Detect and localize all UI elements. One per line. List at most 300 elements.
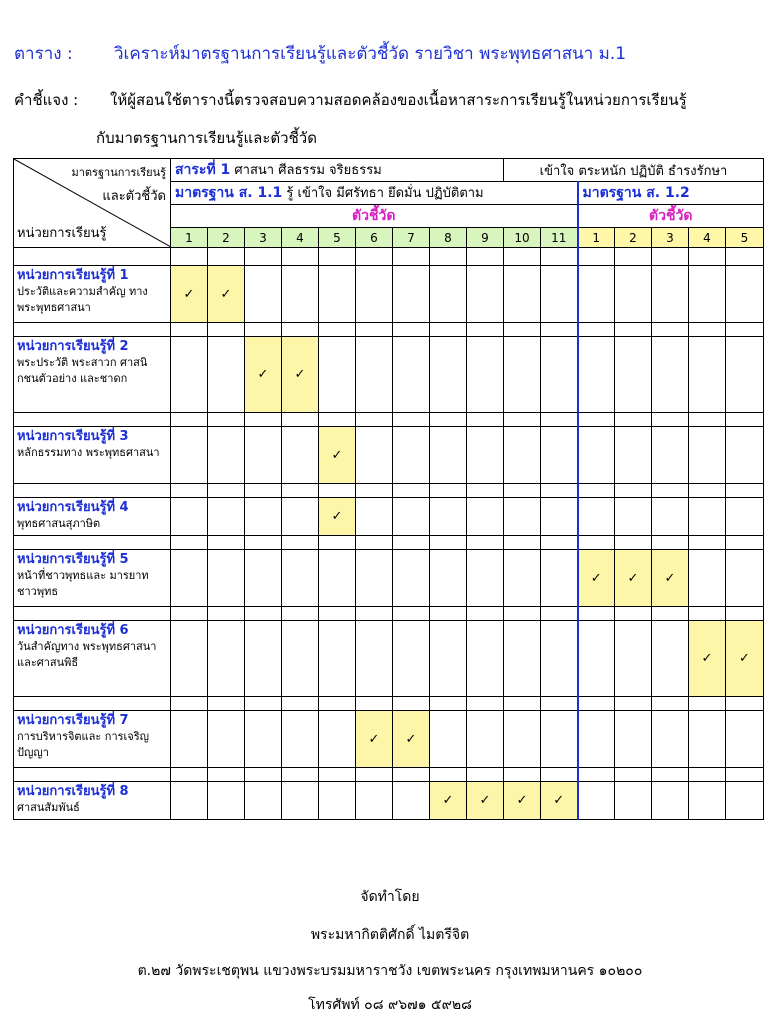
empty-cell — [467, 337, 504, 413]
unit-cell-2 — [14, 337, 171, 413]
empty-cell — [578, 621, 615, 697]
spacer-cell — [430, 536, 467, 550]
spacer-cell — [14, 697, 171, 711]
indicator-number-1-3: 3 — [245, 228, 282, 248]
indicator-label-2: ตัวชี้วัด — [578, 205, 764, 228]
spacer-cell — [541, 768, 578, 782]
spacer-cell — [504, 697, 541, 711]
spacer-cell — [356, 484, 393, 498]
empty-cell — [245, 427, 282, 484]
spacer-cell — [208, 697, 245, 711]
indicator-number-1-1: 1 — [171, 228, 208, 248]
empty-cell — [689, 550, 726, 607]
empty-cell — [171, 711, 208, 768]
spacer-cell — [726, 484, 764, 498]
check-mark-cell: ✓ — [430, 782, 467, 820]
instruction-label: คำชี้แจง : — [14, 91, 79, 109]
empty-cell — [245, 782, 282, 820]
indicator-number-1-2: 2 — [208, 228, 245, 248]
spacer-cell — [689, 323, 726, 337]
empty-cell — [208, 427, 245, 484]
indicator-number-2-5: 5 — [726, 228, 764, 248]
empty-cell — [430, 550, 467, 607]
empty-cell — [541, 498, 578, 536]
spacer-cell — [171, 413, 208, 427]
instruction — [14, 88, 687, 112]
empty-cell — [689, 782, 726, 820]
spacer-cell — [504, 768, 541, 782]
instruction-text: ให้ผู้สอนใช้ตารางนี้ตรวจสอบความสอดคล้องของเนื้อหาสาระการเรียนรู้ในหน่วยการเรียนรู้ — [110, 91, 687, 109]
empty-cell — [282, 427, 319, 484]
indicator-number-1-6: 6 — [356, 228, 393, 248]
indicator-label-1: ตัวชี้วัด — [171, 205, 578, 228]
spacer-cell — [430, 697, 467, 711]
spacer-cell — [541, 607, 578, 621]
empty-cell — [504, 621, 541, 697]
empty-cell — [615, 337, 652, 413]
unit-title: หน่วยการเรียนรู้ที่ 8 — [17, 784, 129, 799]
footer-prepared-by: จัดทำโดย — [360, 889, 420, 905]
indicator-number-1-8: 8 — [430, 228, 467, 248]
check-mark-cell: ✓ — [467, 782, 504, 820]
spacer-cell — [430, 413, 467, 427]
spacer-cell — [726, 697, 764, 711]
spacer-cell — [504, 607, 541, 621]
empty-cell — [615, 427, 652, 484]
strand-text: ศาสนา ศีลธรรม จริยธรรม — [230, 163, 382, 178]
spacer-cell — [467, 607, 504, 621]
empty-cell — [245, 498, 282, 536]
empty-cell — [578, 782, 615, 820]
indicator-number-2-2: 2 — [615, 228, 652, 248]
spacer-cell — [504, 248, 541, 266]
empty-cell — [393, 266, 430, 323]
empty-cell — [615, 621, 652, 697]
unit-title: หน่วยการเรียนรู้ที่ 5 — [17, 552, 129, 567]
spacer-cell — [541, 697, 578, 711]
spacer-cell — [356, 607, 393, 621]
indicator-number-1-4: 4 — [282, 228, 319, 248]
strand-header — [171, 159, 504, 182]
empty-cell — [430, 621, 467, 697]
check-mark-cell: ✓ — [245, 337, 282, 413]
spacer-cell — [615, 413, 652, 427]
empty-cell — [726, 266, 764, 323]
check-mark-cell: ✓ — [652, 550, 689, 607]
unit-description: วันสำคัญทาง พระพุทธศาสนา และศาสนพิธี — [17, 640, 157, 669]
empty-cell — [171, 337, 208, 413]
unit-cell-6 — [14, 621, 171, 697]
spacer-cell — [578, 484, 615, 498]
check-mark-cell: ✓ — [319, 427, 356, 484]
spacer-cell — [282, 697, 319, 711]
unit-cell-8 — [14, 782, 171, 820]
spacer-cell — [14, 413, 171, 427]
empty-cell — [504, 711, 541, 768]
empty-cell — [245, 621, 282, 697]
empty-cell — [430, 337, 467, 413]
empty-cell — [467, 427, 504, 484]
empty-cell — [726, 498, 764, 536]
spacer-cell — [245, 768, 282, 782]
empty-cell — [578, 711, 615, 768]
unit-cell-5 — [14, 550, 171, 607]
empty-cell — [393, 337, 430, 413]
spacer-cell — [689, 697, 726, 711]
spacer-cell — [652, 697, 689, 711]
spacer-cell — [689, 484, 726, 498]
empty-cell — [319, 266, 356, 323]
spacer-cell — [171, 248, 208, 266]
empty-cell — [282, 498, 319, 536]
empty-cell — [541, 711, 578, 768]
spacer-cell — [356, 768, 393, 782]
empty-cell — [171, 427, 208, 484]
spacer-cell — [467, 323, 504, 337]
spacer-cell — [393, 484, 430, 498]
unit-description: พระประวัติ พระสาวก ศาสนิกชนตัวอย่าง และชาดก — [17, 356, 148, 385]
standard-1-text: รู้ เข้าใจ มีศรัทธา ยึดมั่น ปฏิบัติตาม — [282, 186, 484, 201]
spacer-cell — [467, 697, 504, 711]
check-mark-cell: ✓ — [726, 621, 764, 697]
corner-label-unit: หน่วยการเรียนรู้ — [17, 226, 107, 241]
spacer-cell — [504, 413, 541, 427]
spacer-cell — [578, 697, 615, 711]
indicator-number-2-3: 3 — [652, 228, 689, 248]
spacer-cell — [171, 768, 208, 782]
empty-cell — [578, 427, 615, 484]
empty-cell — [430, 711, 467, 768]
indicator-number-2-1: 1 — [578, 228, 615, 248]
empty-cell — [393, 498, 430, 536]
spacer-cell — [319, 768, 356, 782]
spacer-cell — [171, 536, 208, 550]
empty-cell — [467, 266, 504, 323]
spacer-cell — [245, 697, 282, 711]
spacer-cell — [245, 323, 282, 337]
spacer-cell — [652, 536, 689, 550]
corner-header-cell — [14, 159, 171, 248]
spacer-cell — [208, 248, 245, 266]
spacer-cell — [578, 536, 615, 550]
unit-title: หน่วยการเรียนรู้ที่ 1 — [17, 268, 129, 283]
empty-cell — [615, 782, 652, 820]
spacer-cell — [504, 323, 541, 337]
empty-cell — [208, 711, 245, 768]
spacer-cell — [171, 323, 208, 337]
empty-cell — [356, 621, 393, 697]
unit-description: หลักธรรมทาง พระพุทธศาสนา — [17, 446, 160, 459]
spacer-cell — [652, 413, 689, 427]
empty-cell — [615, 711, 652, 768]
empty-cell — [504, 337, 541, 413]
spacer-cell — [282, 248, 319, 266]
empty-cell — [578, 498, 615, 536]
spacer-cell — [282, 536, 319, 550]
indicator-number-1-7: 7 — [393, 228, 430, 248]
empty-cell — [245, 550, 282, 607]
spacer-cell — [245, 484, 282, 498]
check-mark-cell: ✓ — [504, 782, 541, 820]
empty-cell — [430, 266, 467, 323]
corner-label-standard: มาตรฐานการเรียนรู้ — [71, 166, 166, 179]
spacer-cell — [245, 413, 282, 427]
spacer-cell — [578, 413, 615, 427]
empty-cell — [726, 427, 764, 484]
empty-cell — [171, 498, 208, 536]
spacer-cell — [578, 323, 615, 337]
unit-title: หน่วยการเรียนรู้ที่ 7 — [17, 713, 129, 728]
spacer-cell — [282, 484, 319, 498]
spacer-cell — [282, 607, 319, 621]
spacer-cell — [541, 323, 578, 337]
empty-cell — [319, 711, 356, 768]
footer-author: พระมหากิตติศักดิ์ ไมตรีจิต — [310, 927, 470, 943]
spacer-cell — [467, 248, 504, 266]
spacer-cell — [726, 768, 764, 782]
spacer-cell — [504, 536, 541, 550]
strand-title: สาระที่ 1 — [175, 162, 231, 178]
empty-cell — [245, 711, 282, 768]
empty-cell — [541, 550, 578, 607]
empty-cell — [652, 427, 689, 484]
spacer-cell — [356, 413, 393, 427]
spacer-cell — [541, 536, 578, 550]
spacer-cell — [393, 607, 430, 621]
spacer-cell — [689, 413, 726, 427]
empty-cell — [171, 550, 208, 607]
unit-cell-1 — [14, 266, 171, 323]
spacer-cell — [356, 248, 393, 266]
spacer-cell — [467, 768, 504, 782]
empty-cell — [430, 498, 467, 536]
spacer-cell — [245, 536, 282, 550]
standard-1-header — [171, 182, 578, 205]
spacer-cell — [430, 768, 467, 782]
empty-cell — [504, 266, 541, 323]
unit-description: ประวัติและความสำคัญ ทางพระพุทธศาสนา — [17, 285, 148, 314]
spacer-cell — [689, 607, 726, 621]
empty-cell — [282, 266, 319, 323]
spacer-cell — [208, 323, 245, 337]
check-mark-cell: ✓ — [689, 621, 726, 697]
empty-cell — [504, 498, 541, 536]
spacer-cell — [430, 248, 467, 266]
spacer-cell — [430, 607, 467, 621]
unit-description: หน้าที่ชาวพุทธและ มารยาทชาวพุทธ — [17, 569, 149, 598]
spacer-cell — [171, 607, 208, 621]
indicator-number-1-11: 11 — [541, 228, 578, 248]
spacer-cell — [541, 484, 578, 498]
spacer-cell — [319, 413, 356, 427]
spacer-cell — [689, 768, 726, 782]
standard-1-title: มาตรฐาน ส. 1.1 — [175, 185, 283, 201]
spacer-cell — [652, 484, 689, 498]
indicator-number-1-9: 9 — [467, 228, 504, 248]
spacer-cell — [319, 536, 356, 550]
corner-label-indicator: และตัวชี้วัด — [102, 189, 166, 204]
spacer-cell — [615, 536, 652, 550]
empty-cell — [356, 427, 393, 484]
footer-address: ต.๒๗ วัดพระเชตุพน แขวงพระบรมมหาราชวัง เขตพระนคร กรุงเทพมหานคร ๑๐๒๐๐ — [137, 963, 643, 979]
unit-cell-3 — [14, 427, 171, 484]
empty-cell — [726, 337, 764, 413]
spacer-cell — [615, 607, 652, 621]
indicator-number-1-10: 10 — [504, 228, 541, 248]
check-mark-cell: ✓ — [541, 782, 578, 820]
empty-cell — [282, 782, 319, 820]
check-mark-cell: ✓ — [578, 550, 615, 607]
unit-title: หน่วยการเรียนรู้ที่ 4 — [17, 500, 129, 515]
spacer-cell — [282, 323, 319, 337]
empty-cell — [689, 266, 726, 323]
spacer-cell — [615, 323, 652, 337]
empty-cell — [282, 621, 319, 697]
empty-cell — [208, 337, 245, 413]
empty-cell — [393, 782, 430, 820]
standard-2-header — [578, 182, 764, 205]
empty-cell — [467, 498, 504, 536]
spacer-cell — [208, 536, 245, 550]
spacer-cell — [14, 484, 171, 498]
spacer-cell — [652, 768, 689, 782]
spacer-cell — [356, 536, 393, 550]
empty-cell — [726, 711, 764, 768]
empty-cell — [541, 266, 578, 323]
spacer-cell — [319, 607, 356, 621]
spacer-cell — [615, 248, 652, 266]
empty-cell — [393, 427, 430, 484]
spacer-cell — [652, 607, 689, 621]
standards-table — [13, 158, 764, 820]
spacer-cell — [319, 484, 356, 498]
spacer-cell — [726, 607, 764, 621]
check-mark-cell: ✓ — [319, 498, 356, 536]
spacer-cell — [282, 768, 319, 782]
empty-cell — [689, 498, 726, 536]
spacer-cell — [319, 323, 356, 337]
empty-cell — [541, 427, 578, 484]
spacer-cell — [689, 536, 726, 550]
spacer-cell — [171, 697, 208, 711]
empty-cell — [652, 337, 689, 413]
spacer-cell — [541, 413, 578, 427]
empty-cell — [356, 337, 393, 413]
empty-cell — [726, 782, 764, 820]
spacer-cell — [171, 484, 208, 498]
check-mark-cell: ✓ — [615, 550, 652, 607]
spacer-cell — [726, 248, 764, 266]
spacer-cell — [14, 323, 171, 337]
empty-cell — [356, 550, 393, 607]
empty-cell — [356, 498, 393, 536]
empty-cell — [319, 550, 356, 607]
empty-cell — [652, 621, 689, 697]
spacer-cell — [245, 607, 282, 621]
empty-cell — [504, 427, 541, 484]
spacer-cell — [393, 697, 430, 711]
spacer-cell — [14, 248, 171, 266]
empty-cell — [319, 337, 356, 413]
empty-cell — [652, 782, 689, 820]
check-mark-cell: ✓ — [171, 266, 208, 323]
unit-cell-4 — [14, 498, 171, 536]
unit-description: ศาสนสัมพันธ์ — [17, 801, 80, 814]
empty-cell — [208, 782, 245, 820]
empty-cell — [726, 550, 764, 607]
spacer-cell — [208, 768, 245, 782]
title-text: วิเคราะห์มาตรฐานการเรียนรู้และตัวชี้วัด รายวิชา พระพุทธศาสนา ม.1 — [114, 44, 627, 64]
spacer-cell — [393, 413, 430, 427]
spacer-cell — [615, 484, 652, 498]
check-mark-cell: ✓ — [393, 711, 430, 768]
unit-description: การบริหารจิตและ การเจริญปัญญา — [17, 730, 150, 759]
empty-cell — [356, 782, 393, 820]
spacer-cell — [467, 413, 504, 427]
unit-description: พุทธศาสนสุภาษิต — [17, 517, 101, 530]
instruction-text-2: กับมาตรฐานการเรียนรู้และตัวชี้วัด — [96, 129, 317, 147]
spacer-cell — [430, 323, 467, 337]
unit-title: หน่วยการเรียนรู้ที่ 2 — [17, 339, 129, 354]
empty-cell — [393, 550, 430, 607]
spacer-cell — [393, 248, 430, 266]
empty-cell — [652, 711, 689, 768]
spacer-cell — [615, 768, 652, 782]
check-mark-cell: ✓ — [282, 337, 319, 413]
check-mark-cell: ✓ — [356, 711, 393, 768]
empty-cell — [541, 337, 578, 413]
spacer-cell — [393, 536, 430, 550]
empty-cell — [578, 337, 615, 413]
spacer-cell — [208, 607, 245, 621]
empty-cell — [652, 498, 689, 536]
empty-cell — [467, 621, 504, 697]
empty-cell — [467, 711, 504, 768]
spacer-cell — [245, 248, 282, 266]
standard-2-title: มาตรฐาน ส. 1.2 — [582, 185, 690, 201]
empty-cell — [541, 621, 578, 697]
spacer-cell — [652, 323, 689, 337]
empty-cell — [356, 266, 393, 323]
empty-cell — [652, 266, 689, 323]
empty-cell — [319, 782, 356, 820]
spacer-cell — [726, 536, 764, 550]
unit-title: หน่วยการเรียนรู้ที่ 6 — [17, 623, 129, 638]
spacer-cell — [652, 248, 689, 266]
spacer-cell — [541, 248, 578, 266]
spacer-cell — [467, 484, 504, 498]
spacer-cell — [504, 484, 541, 498]
spacer-cell — [208, 484, 245, 498]
spacer-cell — [430, 484, 467, 498]
empty-cell — [689, 337, 726, 413]
unit-title: หน่วยการเรียนรู้ที่ 3 — [17, 429, 129, 444]
empty-cell — [208, 550, 245, 607]
spacer-cell — [14, 607, 171, 621]
indicator-number-1-5: 5 — [319, 228, 356, 248]
spacer-cell — [689, 248, 726, 266]
empty-cell — [245, 266, 282, 323]
spacer-cell — [356, 323, 393, 337]
empty-cell — [171, 621, 208, 697]
spacer-cell — [319, 248, 356, 266]
spacer-cell — [726, 413, 764, 427]
title-label: ตาราง : — [14, 44, 73, 64]
spacer-cell — [14, 768, 171, 782]
empty-cell — [504, 550, 541, 607]
spacer-cell — [615, 697, 652, 711]
empty-cell — [208, 498, 245, 536]
